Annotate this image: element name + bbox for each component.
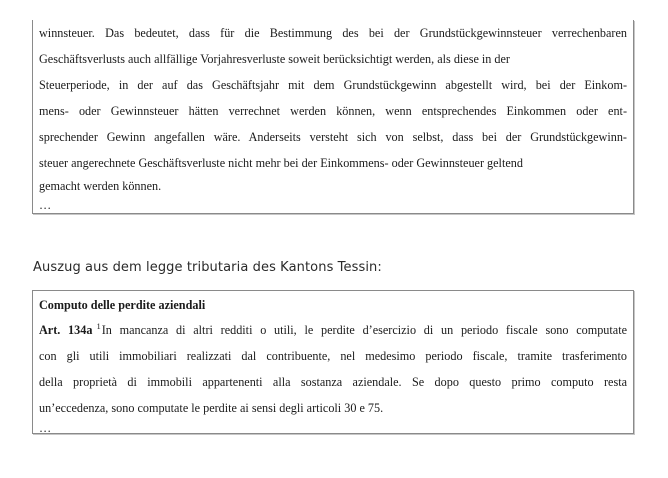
ellipsis-line: … — [39, 198, 52, 212]
german-text-line: Steuerperiode, in der auf das Geschäftsjahr mit dem Grundstückgewinn abgestellt wird, bei der Einkom- — [39, 78, 627, 92]
italian-text-line: della proprietà di immobili appartenenti alla sostanza aziendale. Se dopo questo primo computo resta — [39, 375, 627, 389]
german-text-line: mens- oder Gewinnsteuer hätten verrechnet werden können, wenn entsprechendes Einkommen oder ent- — [39, 104, 627, 118]
german-text-line: Geschäftsverlusts auch allfällige Vorjahresverluste soweit berücksichtigt werden, als diese in der — [39, 52, 510, 66]
german-text-line: steuer angerechnete Geschäftsverluste nicht mehr bei der Einkommens- oder Gewinnsteuer geltend — [39, 156, 523, 170]
italian-text-line: con gli utili immobiliari realizzati dal contribuente, nel medesimo periodo fiscale, tramite trasferimento — [39, 349, 627, 363]
german-text-line: gemacht werden können. — [39, 179, 162, 193]
german-text-line: winnsteuer. Das bedeutet, dass für die Bestimmung des bei der Grundstückgewinnsteuer verrechenbaren — [39, 26, 627, 40]
footnote-marker: 1 — [96, 320, 101, 331]
italian-text-line: un’eccedenza, sono computate le perdite ai sensi degli articoli 30 e 75. — [39, 401, 384, 415]
section-heading: Auszug aus dem legge tributaria des Kantons Tessin: — [33, 260, 382, 275]
excerpt-box-german — [32, 20, 634, 214]
ellipsis-line: … — [39, 421, 52, 434]
article-text: In mancanza di altri redditi o utili, le perdite d’esercizio di un periodo fiscale sono computate — [101, 323, 627, 337]
article-title: Computo delle perdite aziendali — [39, 298, 206, 312]
italian-text-line — [39, 317, 627, 343]
excerpt-box-italian — [32, 290, 634, 434]
article-number: Art. 134a — [39, 323, 93, 337]
german-text-line: sprechender Gewinn angefallen wäre. Anderseits versteht sich von selbst, dass bei der Grundstückgewinn- — [39, 130, 627, 144]
